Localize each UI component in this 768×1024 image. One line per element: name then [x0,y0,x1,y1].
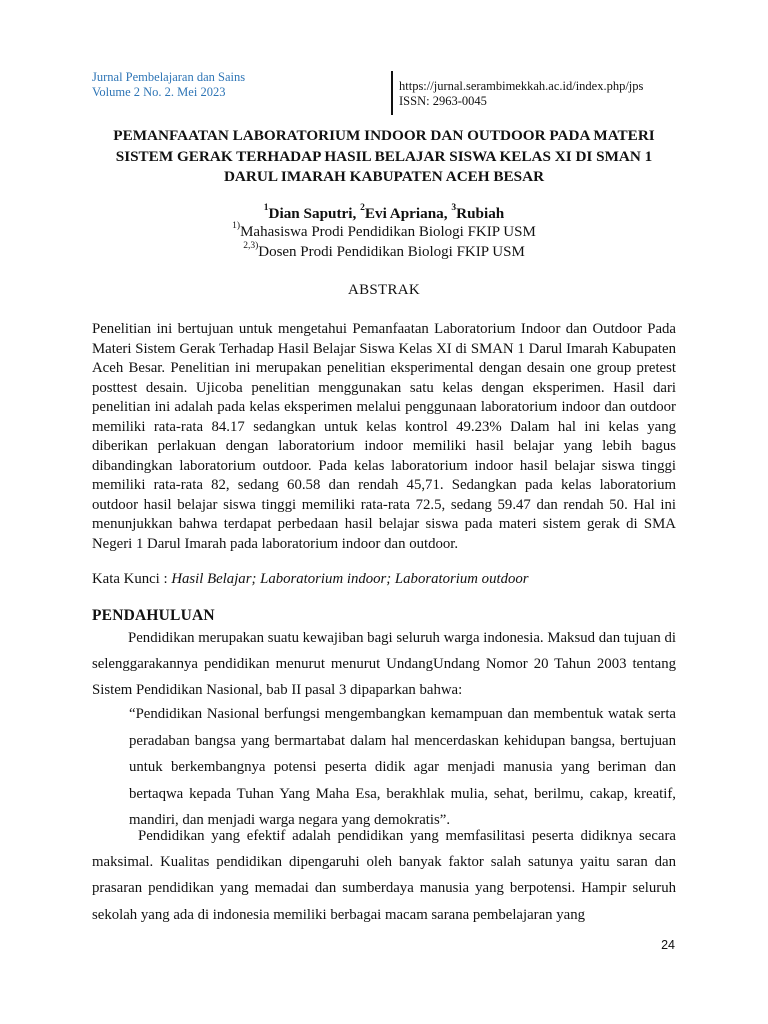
title-line: DARUL IMARAH KABUPATEN ACEH BESAR [223,168,545,185]
affiliation-text: Dosen Prodi Pendidikan Biologi FKIP USM [258,244,525,260]
intro-paragraph: Pendidikan merupakan suatu kewajiban bagi seluruh warga indonesia. Maksud dan tujuan di selenggarakannya pendidikan menurut menurut UndangUndang Nomor 20 Tahun 2003 tentang Sistem Pendidikan Nasional, bab II pasal 3 dipaparkan bahwa: [92,630,676,699]
law-quote: “Pendidikan Nasional berfungsi mengembangkan kemampuan dan membentuk watak serta peradaban bangsa yang bermartabat dalam hal mencerdaskan kehidupan bangsa, bertujuan untuk berkembangnya potensi peserta didik agar menjadi manusia yang beriman dan bertaqwa kepada Tuhan Yang Maha Esa, berakhlak mulia, sehat, berilmu, cakap, kreatif, mandiri, dan menjadi warga negara yang demokratis”. [129,706,676,828]
author-list [92,204,676,224]
affiliation [92,242,676,262]
affiliation [92,222,676,242]
author-name: Dian Saputri [268,205,353,222]
keywords-label: Kata Kunci : [92,571,172,587]
journal-header [92,70,245,100]
author-marker: 3 [451,202,457,213]
section-heading: PENDAHULUAN [92,607,215,624]
author-marker: 1 [263,202,269,213]
paper-title [92,126,676,188]
page-number: 24 [661,938,675,952]
author-marker: 2 [360,202,365,213]
header-divider [391,71,393,115]
journal-meta [399,79,643,109]
title-line: PEMANFAATAN LABORATORIUM INDOOR DAN OUTDOOR PADA MATERI [113,127,655,144]
affiliation-marker: 2,3) [243,241,259,251]
journal-volume: Volume 2 No. 2. Mei 2023 [92,85,226,99]
keywords-value: Hasil Belajar; Laboratorium indoor; Laboratorium outdoor [171,571,529,587]
journal-name: Jurnal Pembelajaran dan Sains [92,70,246,84]
author-name: Rubiah [456,205,505,222]
author-separator: , [443,205,452,222]
author-name: Evi Apriana [364,205,444,222]
author-separator: , [352,205,361,222]
affiliation-marker: 1) [232,221,241,231]
affiliation-text: Mahasiswa Prodi Pendidikan Biologi FKIP USM [240,224,536,240]
journal-issn: ISSN: 2963-0045 [399,94,487,108]
keywords [92,570,676,589]
abstract-body: Penelitian ini bertujuan untuk mengetahui Pemanfaatan Laboratorium Indoor dan Outdoor Pada Materi Sistem Gerak Terhadap Hasil Belajar Siswa Kelas XI di SMAN 1 Darul Imarah Kabupaten Aceh Besar. Penelitian ini merupakan penelitian eksperimental dengan desain one group pretest posttest desain. Ujicoba penelitian menggunakan satu kelas dengan eksperimen. Hasil dari penelitian ini adalah pada kelas eksperimen melalui penggunaan laboratorium indoor dan outdoor memiliki rata-rata 84.17 sedangkan untuk kelas kontrol 49.23% Dalam hal ini kelas yang diberikan perlakuan dengan laboratorium indoor memiliki hasil belajar yang lebih bagus dibandingkan laboratorium outdoor. Pada kelas laboratorium indoor hasil belajar siswa tinggi memiliki rata-rata 82, sedang 60.58 dan rendah 45,71. Sedangkan pada kelas laboratorium outdoor hasil belajar siswa tinggi memiliki rata-rata 72.5, sedang 59.47 dan rendah 50. Hal ini menunjukkan bahwa terdapat perbedaan hasil belajar siswa pada materi sistem gerak di SMA Negeri 1 Darul Imarah pada laboratorium indoor dan outdoor. [92,321,676,552]
title-line: SISTEM GERAK TERHADAP HASIL BELAJAR SISWA KELAS XI DI SMAN 1 [115,147,653,165]
intro-paragraph: Pendidikan yang efektif adalah pendidikan yang memfasilitasi peserta didiknya secara maksimal. Kualitas pendidikan dipengaruhi oleh banyak faktor salah satunya yaitu saran dan prasaran pendidikan yang memadai dan sumberdaya manusia yang berpotensi. Hampir seluruh sekolah yang ada di indonesia memiliki berbagai macam sarana pembelajaran yang [92,828,676,923]
journal-url[interactable]: https://jurnal.serambimekkah.ac.id/index.php/jps [399,79,644,93]
abstract-heading: ABSTRAK [347,282,421,298]
